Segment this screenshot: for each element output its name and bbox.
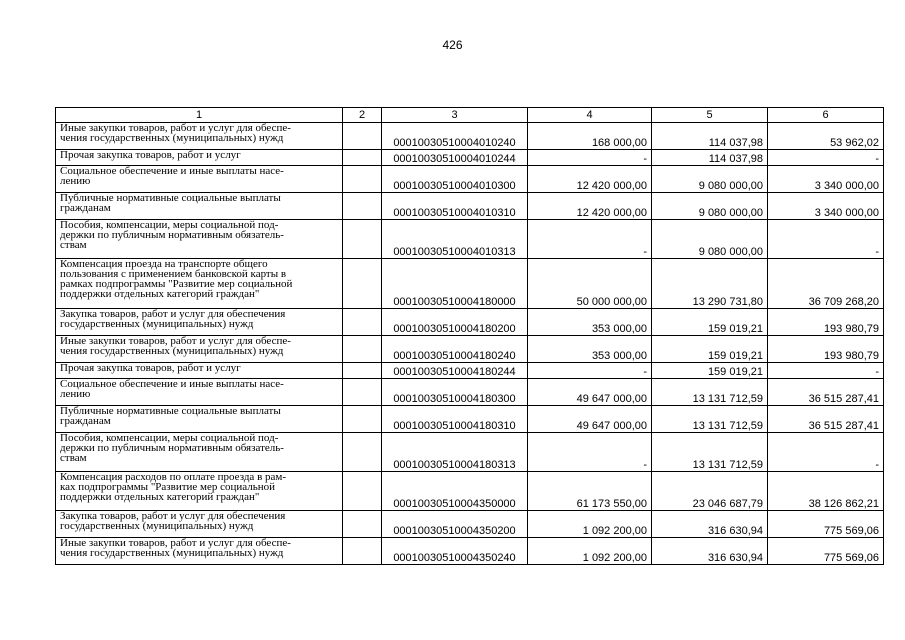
row-name-cell: Закупка товаров, работ и услуг для обеспечения государственных (муниципальных) нужд xyxy=(56,511,343,538)
column-number-header-row xyxy=(56,108,884,123)
row-code-cell: 00010030510004350200 xyxy=(382,511,528,538)
table-row xyxy=(56,406,884,433)
row-col2-cell xyxy=(343,123,382,150)
row-code-cell: 00010030510004350000 xyxy=(382,472,528,511)
table-row xyxy=(56,309,884,336)
row-value-col6-cell: - xyxy=(768,433,884,472)
row-code-cell: 00010030510004180244 xyxy=(382,363,528,379)
table-row xyxy=(56,150,884,166)
row-value-col6-cell: 36 515 287,41 xyxy=(768,379,884,406)
row-value-col4-cell: 49 647 000,00 xyxy=(528,379,652,406)
row-name-cell: Социальное обеспечение и иные выплаты насе- лению xyxy=(56,166,343,193)
row-value-col5-cell: 316 630,94 xyxy=(652,511,768,538)
row-value-col5-cell: 13 131 712,59 xyxy=(652,433,768,472)
row-value-col4-cell: 353 000,00 xyxy=(528,309,652,336)
row-name-cell: Иные закупки товаров, работ и услуг для обеспе- чения государственных (муниципальных) нужд xyxy=(56,123,343,150)
row-col2-cell xyxy=(343,193,382,220)
table-row xyxy=(56,538,884,565)
row-name-cell: Компенсация проезда на транспорте общего пользования с применением банковской карты в рамках подпрограммы "Развитие мер социальной поддержки отдельных категорий граждан" xyxy=(56,259,343,309)
row-name-cell: Публичные нормативные социальные выплаты гражданам xyxy=(56,193,343,220)
row-value-col5-cell: 159 019,21 xyxy=(652,363,768,379)
row-name-cell: Закупка товаров, работ и услуг для обеспечения государственных (муниципальных) нужд xyxy=(56,309,343,336)
column-header-1: 1 xyxy=(56,108,343,123)
row-name-cell: Пособия, компенсации, меры социальной под- держки по публичным нормативным обязатель- ствам xyxy=(56,220,343,259)
row-col2-cell xyxy=(343,166,382,193)
table-row xyxy=(56,363,884,379)
table-row xyxy=(56,511,884,538)
row-value-col6-cell: 193 980,79 xyxy=(768,336,884,363)
row-value-col5-cell: 13 131 712,59 xyxy=(652,379,768,406)
row-value-col4-cell: 12 420 000,00 xyxy=(528,166,652,193)
row-value-col6-cell: 36 515 287,41 xyxy=(768,406,884,433)
row-value-col6-cell: 3 340 000,00 xyxy=(768,193,884,220)
row-code-cell: 00010030510004010300 xyxy=(382,166,528,193)
table-row xyxy=(56,472,884,511)
row-col2-cell xyxy=(343,150,382,166)
row-name-cell: Социальное обеспечение и иные выплаты насе- лению xyxy=(56,379,343,406)
row-code-cell: 00010030510004010240 xyxy=(382,123,528,150)
row-value-col5-cell: 316 630,94 xyxy=(652,538,768,565)
row-value-col6-cell: 53 962,02 xyxy=(768,123,884,150)
row-col2-cell xyxy=(343,336,382,363)
row-col2-cell xyxy=(343,309,382,336)
row-value-col4-cell: 61 173 550,00 xyxy=(528,472,652,511)
row-name-cell: Компенсация расходов по оплате проезда в рам- ках подпрограммы "Развитие мер социальной поддержки отдельных категорий граждан" xyxy=(56,472,343,511)
row-col2-cell xyxy=(343,220,382,259)
row-value-col4-cell: - xyxy=(528,433,652,472)
table-row xyxy=(56,166,884,193)
row-value-col4-cell: 50 000 000,00 xyxy=(528,259,652,309)
row-col2-cell xyxy=(343,379,382,406)
row-value-col5-cell: 114 037,98 xyxy=(652,123,768,150)
row-value-col6-cell: - xyxy=(768,150,884,166)
row-value-col6-cell: - xyxy=(768,363,884,379)
row-value-col4-cell: 353 000,00 xyxy=(528,336,652,363)
table-row xyxy=(56,220,884,259)
row-code-cell: 00010030510004180240 xyxy=(382,336,528,363)
row-value-col5-cell: 13 290 731,80 xyxy=(652,259,768,309)
row-value-col6-cell: - xyxy=(768,220,884,259)
row-col2-cell xyxy=(343,538,382,565)
row-code-cell: 00010030510004010244 xyxy=(382,150,528,166)
row-code-cell: 00010030510004350240 xyxy=(382,538,528,565)
row-value-col4-cell: 12 420 000,00 xyxy=(528,193,652,220)
row-value-col6-cell: 193 980,79 xyxy=(768,309,884,336)
table-row xyxy=(56,193,884,220)
table-row xyxy=(56,123,884,150)
column-header-5: 5 xyxy=(652,108,768,123)
row-value-col4-cell: 1 092 200,00 xyxy=(528,538,652,565)
row-code-cell: 00010030510004180300 xyxy=(382,379,528,406)
row-col2-cell xyxy=(343,406,382,433)
row-value-col5-cell: 9 080 000,00 xyxy=(652,193,768,220)
row-col2-cell xyxy=(343,472,382,511)
table-row xyxy=(56,379,884,406)
row-value-col5-cell: 9 080 000,00 xyxy=(652,220,768,259)
row-code-cell: 00010030510004180310 xyxy=(382,406,528,433)
row-name-cell: Иные закупки товаров, работ и услуг для обеспе- чения государственных (муниципальных) нужд xyxy=(56,538,343,565)
row-value-col5-cell: 23 046 687,79 xyxy=(652,472,768,511)
row-value-col5-cell: 159 019,21 xyxy=(652,309,768,336)
row-value-col6-cell: 3 340 000,00 xyxy=(768,166,884,193)
column-header-6: 6 xyxy=(768,108,884,123)
row-name-cell: Прочая закупка товаров, работ и услуг xyxy=(56,150,343,166)
row-value-col4-cell: 49 647 000,00 xyxy=(528,406,652,433)
row-value-col6-cell: 38 126 862,21 xyxy=(768,472,884,511)
row-value-col6-cell: 775 569,06 xyxy=(768,538,884,565)
row-value-col6-cell: 36 709 268,20 xyxy=(768,259,884,309)
row-code-cell: 00010030510004180200 xyxy=(382,309,528,336)
row-name-cell: Прочая закупка товаров, работ и услуг xyxy=(56,363,343,379)
table-row xyxy=(56,259,884,309)
row-value-col4-cell: - xyxy=(528,150,652,166)
table-row xyxy=(56,336,884,363)
row-value-col5-cell: 13 131 712,59 xyxy=(652,406,768,433)
row-value-col4-cell: - xyxy=(528,363,652,379)
row-value-col5-cell: 159 019,21 xyxy=(652,336,768,363)
row-value-col4-cell: 1 092 200,00 xyxy=(528,511,652,538)
row-col2-cell xyxy=(343,433,382,472)
row-col2-cell xyxy=(343,511,382,538)
table-body xyxy=(56,123,884,565)
row-value-col5-cell: 9 080 000,00 xyxy=(652,166,768,193)
page-number: 426 xyxy=(442,38,463,52)
row-value-col4-cell: 168 000,00 xyxy=(528,123,652,150)
column-header-4: 4 xyxy=(528,108,652,123)
row-name-cell: Пособия, компенсации, меры социальной под- держки по публичным нормативным обязатель- ствам xyxy=(56,433,343,472)
row-value-col4-cell: - xyxy=(528,220,652,259)
row-value-col5-cell: 114 037,98 xyxy=(652,150,768,166)
row-name-cell: Иные закупки товаров, работ и услуг для обеспе- чения государственных (муниципальных) нужд xyxy=(56,336,343,363)
table-row xyxy=(56,433,884,472)
row-code-cell: 00010030510004010310 xyxy=(382,193,528,220)
row-col2-cell xyxy=(343,363,382,379)
row-value-col6-cell: 775 569,06 xyxy=(768,511,884,538)
row-code-cell: 00010030510004180000 xyxy=(382,259,528,309)
row-code-cell: 00010030510004010313 xyxy=(382,220,528,259)
row-name-cell: Публичные нормативные социальные выплаты гражданам xyxy=(56,406,343,433)
row-code-cell: 00010030510004180313 xyxy=(382,433,528,472)
row-col2-cell xyxy=(343,259,382,309)
column-header-2: 2 xyxy=(343,108,382,123)
budget-execution-table xyxy=(55,107,884,565)
column-header-3: 3 xyxy=(382,108,528,123)
